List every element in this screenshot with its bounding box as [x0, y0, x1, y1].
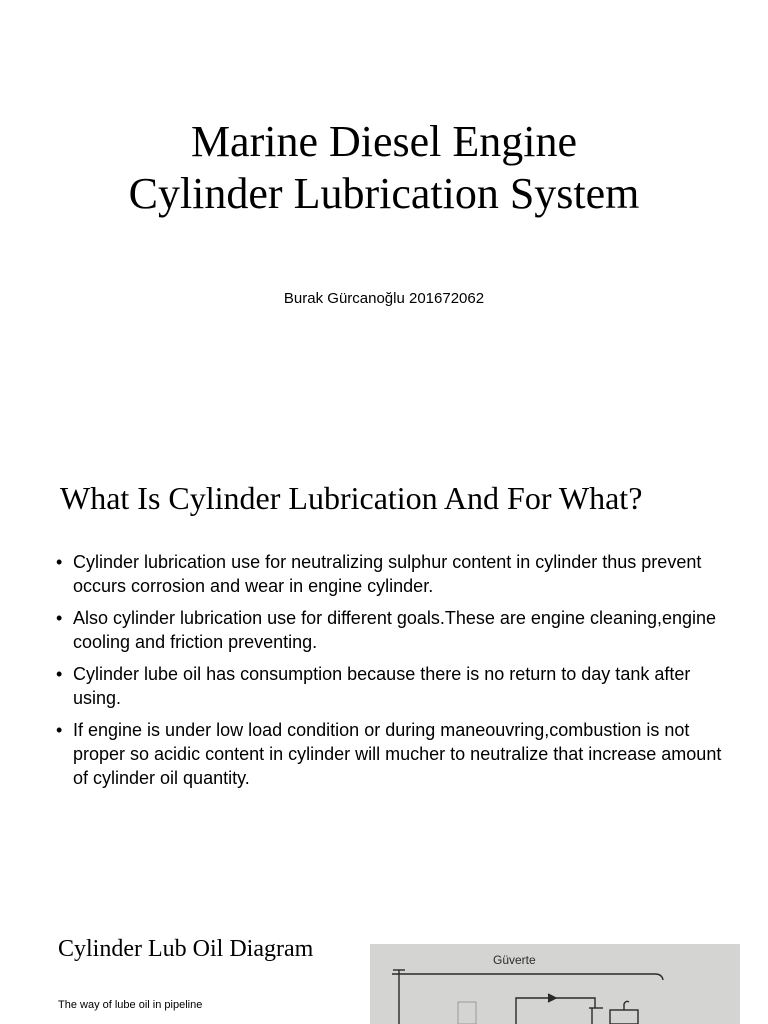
bullet-icon: •	[56, 608, 63, 628]
author-line: Burak Gürcanoğlu 201672062	[283, 290, 485, 307]
bullet-icon: •	[56, 664, 63, 684]
bullet-text: Cylinder lube oil has consumption because there is no return to day tank after using.	[73, 664, 691, 708]
bullet-text: Cylinder lubrication use for neutralizing sulphur content in cylinder thus prevent occurs corrosion and wear in engine cylinder.	[73, 552, 702, 596]
bullet-text: If engine is under low load condition or during maneouvring,combustion is not proper so acidic content in cylinder will mucher to neutralize that increase amount of cylinder oil quantity.	[73, 720, 722, 788]
slide-subtitle: The way of lube oil in pipeline	[58, 999, 203, 1011]
title-line-2: Cylinder Lubrication System	[128, 169, 640, 218]
bullet-item	[56, 550, 736, 598]
bullet-item	[56, 718, 736, 790]
bullet-icon: •	[56, 720, 63, 740]
bullet-item	[56, 662, 736, 710]
slide-title: What Is Cylinder Lubrication And For What?	[60, 480, 643, 516]
bullet-text: Also cylinder lubrication use for different goals.These are engine cleaning,engine cooling and friction preventing.	[73, 608, 717, 652]
title-line-1: Marine Diesel Engine	[190, 117, 578, 166]
title-slide	[0, 0, 768, 432]
bullet-icon: •	[56, 552, 63, 572]
pipeline-drawing	[370, 944, 740, 1024]
definition-slide	[0, 432, 768, 902]
bullet-item	[56, 606, 736, 654]
bullet-list	[56, 550, 736, 798]
diagram-label: Güverte	[493, 953, 536, 967]
presentation-title	[0, 116, 768, 220]
slide-title: Cylinder Lub Oil Diagram	[58, 936, 314, 962]
lube-oil-diagram-image	[370, 944, 740, 1024]
diagram-slide	[0, 902, 768, 1024]
